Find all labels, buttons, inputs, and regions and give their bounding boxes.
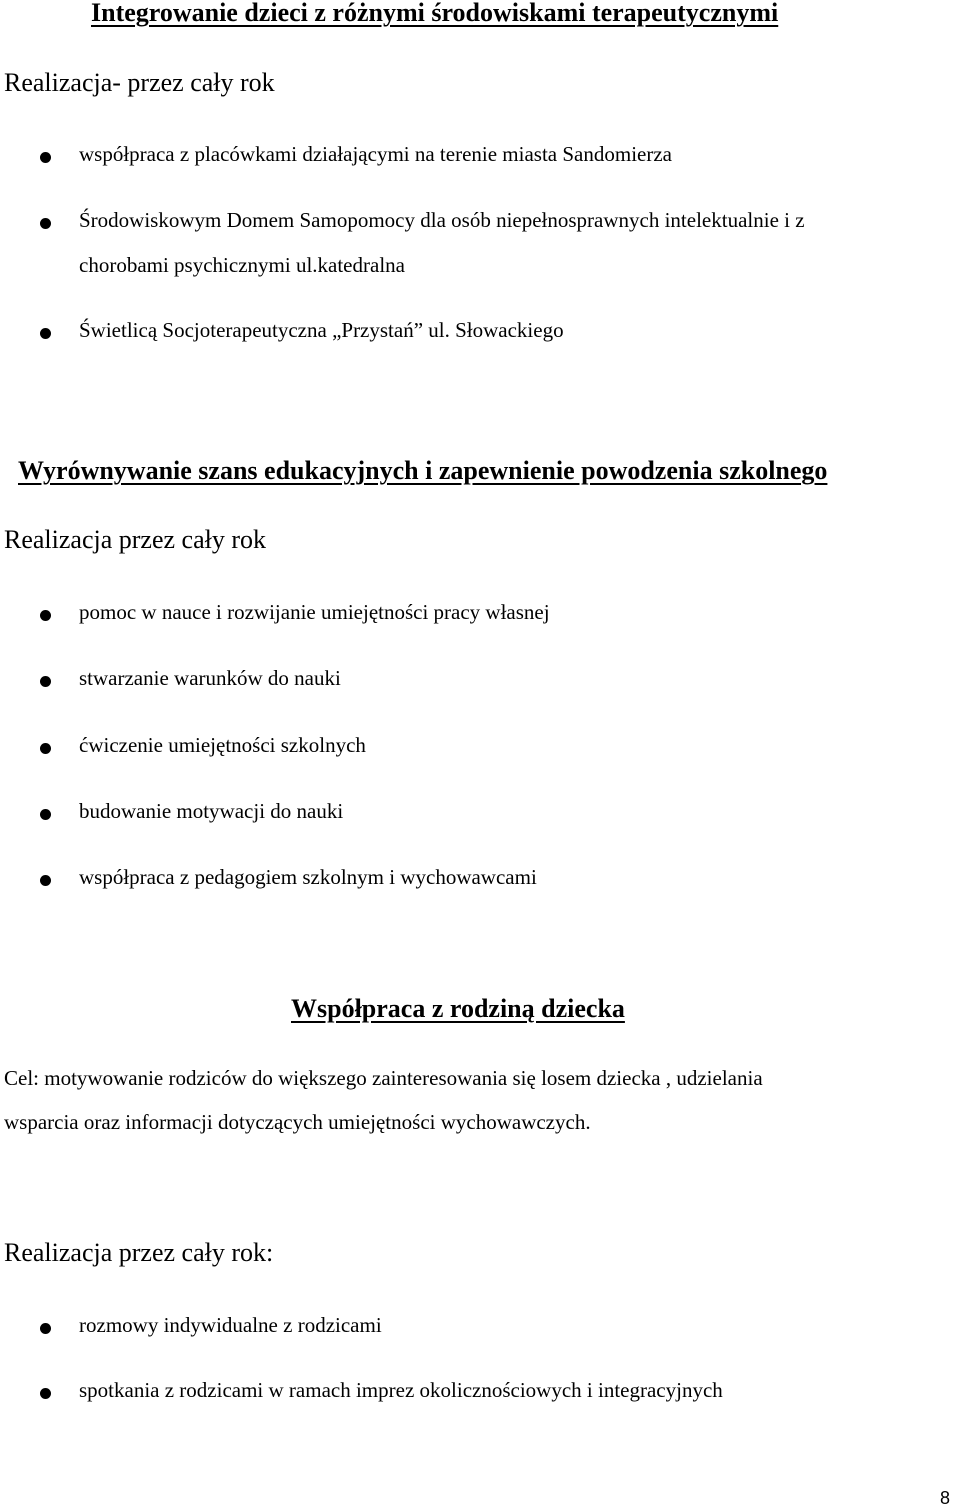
list-item-text: stwarzanie warunków do nauki bbox=[79, 666, 341, 690]
bullet-icon bbox=[40, 676, 51, 687]
list-item bbox=[0, 600, 960, 630]
bullet-icon bbox=[40, 152, 51, 163]
bullet-icon bbox=[40, 218, 51, 229]
bullet-icon bbox=[40, 743, 51, 754]
list-item-text: pomoc w nauce i rozwijanie umiejętności pracy własnej bbox=[79, 600, 550, 624]
list-item bbox=[0, 208, 960, 238]
list-item bbox=[0, 318, 960, 348]
realizacja-label: Realizacja przez cały rok bbox=[4, 525, 266, 554]
list-item bbox=[0, 1313, 960, 1343]
bullet-icon bbox=[40, 1388, 51, 1399]
list-item bbox=[0, 142, 960, 172]
list-item-text: rozmowy indywidualne z rodzicami bbox=[79, 1313, 382, 1337]
list-item-text: budowanie motywacji do nauki bbox=[79, 799, 344, 823]
list-item bbox=[0, 799, 960, 829]
list-item bbox=[0, 865, 960, 895]
goal-text-line: wsparcia oraz informacji dotyczących umiejętności wychowawczych. bbox=[4, 1110, 591, 1134]
section-heading-equal-opportunities: Wyrównywanie szans edukacyjnych i zapewnienie powodzenia szkolnego bbox=[18, 456, 828, 485]
goal-text-line: Cel: motywowanie rodziców do większego zainteresowania się losem dziecka , udzielania bbox=[4, 1066, 763, 1090]
page-number: 8 bbox=[940, 1488, 951, 1508]
bullet-icon bbox=[40, 809, 51, 820]
bullet-icon bbox=[40, 328, 51, 339]
list-item bbox=[0, 733, 960, 763]
section-heading-family-cooperation: Współpraca z rodziną dziecka bbox=[291, 994, 625, 1023]
list-item-text: Świetlicą Socjoterapeutyczna „Przystań” ul. Słowackiego bbox=[79, 318, 564, 342]
list-item-text: współpraca z placówkami działającymi na terenie miasta Sandomierza bbox=[79, 142, 672, 166]
section-heading-integration: Integrowanie dzieci z różnymi środowiskami terapeutycznymi bbox=[91, 0, 779, 27]
realizacja-label: Realizacja- przez cały rok bbox=[4, 68, 275, 97]
bullet-icon bbox=[40, 1323, 51, 1334]
list-item-text: Środowiskowym Domem Samopomocy dla osób niepełnosprawnych intelektualnie i z bbox=[79, 208, 805, 232]
list-item bbox=[0, 1378, 960, 1408]
list-item-text: współpraca z pedagogiem szkolnym i wychowawcami bbox=[79, 865, 537, 889]
list-item bbox=[0, 666, 960, 696]
bullet-icon bbox=[40, 875, 51, 886]
realizacja-label: Realizacja przez cały rok: bbox=[4, 1238, 274, 1267]
list-item-text: spotkania z rodzicami w ramach imprez okolicznościowych i integracyjnych bbox=[79, 1378, 723, 1402]
list-item-continuation: chorobami psychicznymi ul.katedralna bbox=[79, 253, 405, 277]
bullet-icon bbox=[40, 610, 51, 621]
list-item-text: ćwiczenie umiejętności szkolnych bbox=[79, 733, 366, 757]
